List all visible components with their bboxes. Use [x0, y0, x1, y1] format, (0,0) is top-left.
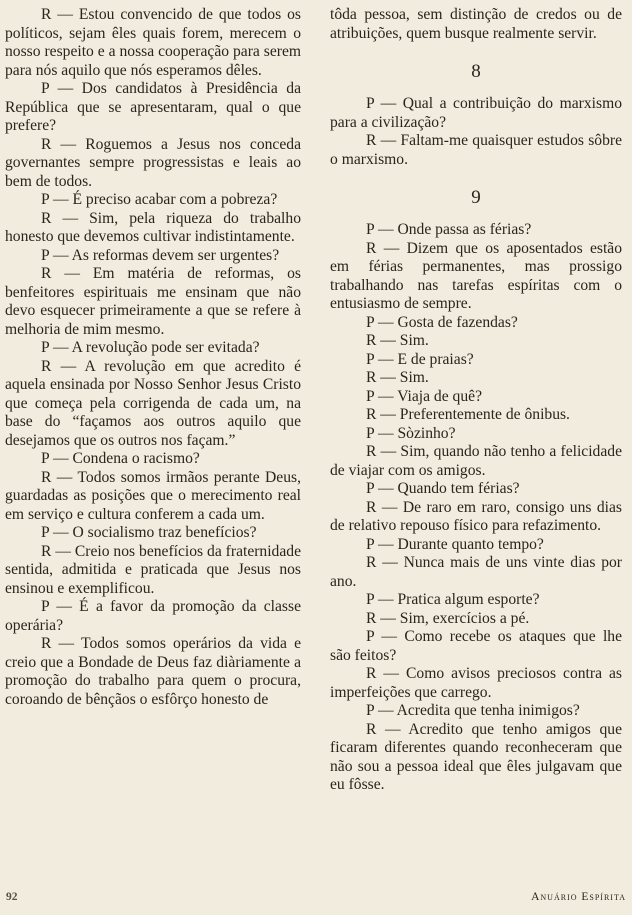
- paragraph: P — A revolução pode ser evitada?: [41, 339, 260, 356]
- paragraph: R — A revolução em que acredito é aquela ensinada por Nosso Senhor Jesus Cristo que começa pela corrigenda de cada um, na base do “façamos aos outros aquilo que desejamos que os outros nos façam.”: [5, 357, 301, 449]
- paragraph: P — Viaja de quê?: [366, 387, 482, 405]
- left-column: [5, 6, 301, 709]
- paragraph: R — Todos somos operários da vida e creio que a Bondade de Deus faz diàriamente a promoção do trabalho para quem o procura, coroando de bênçãos o esfôrço honesto de: [5, 635, 301, 708]
- paragraph: R — De raro em raro, consigo uns dias de relativo repouso físico para refazimento.: [330, 498, 622, 534]
- paragraph: P — Durante quanto tempo?: [366, 535, 544, 553]
- paragraph: P — Como recebe os ataques que lhe são feitos?: [330, 628, 622, 664]
- paragraph: R — Faltam-me quaisquer estudos sôbre o marxismo.: [330, 132, 622, 168]
- section-number-9: 9: [471, 187, 481, 208]
- section-number-8: 8: [471, 61, 481, 82]
- paragraph: P — Onde passa as férias?: [366, 221, 532, 238]
- running-title: Anuário Espírita: [531, 891, 626, 903]
- paragraph: R — Sim, quando não tenho a felicidade de viajar com os amigos.: [330, 443, 622, 479]
- paragraph: R — Sim, pela riqueza do trabalho honesto que devemos cultivar indistintamente.: [5, 209, 301, 245]
- paragraph: P — É preciso acabar com a pobreza?: [41, 191, 278, 208]
- right-column: [330, 6, 622, 795]
- paragraph: P — Acredita que tenha inimigos?: [366, 702, 580, 719]
- paragraph: R — Preferentemente de ônibus.: [366, 406, 570, 423]
- paragraph: P — As reformas devem ser urgentes?: [41, 246, 280, 264]
- paragraph: R — Dizem que os aposentados estão em férias permanentes, mas prossigo trabalhando nas tarefas espíritas com o entusiasmo de sempre.: [330, 239, 622, 312]
- paragraph: P — E de praias?: [366, 350, 474, 368]
- paragraph: P — Condena o racismo?: [41, 450, 200, 467]
- paragraph: R — Em matéria de reformas, os benfeitores espirituais me ensinam que não devo esquecer primeiramente a que se refere à melhoria de mim mesmo.: [5, 265, 301, 338]
- paragraph: P — Sòzinho?: [366, 424, 456, 442]
- paragraph: R — Sim.: [366, 369, 429, 386]
- paragraph: P — Pratica algum esporte?: [366, 591, 540, 608]
- paragraph: R — Acredito que tenho amigos que ficaram diferentes quando reconheceram que não sou a pessoa ideal que êles julgavam que eu fôsse.: [330, 720, 622, 793]
- paragraph: P — Qual a contribuição do marxismo para a civilização?: [330, 95, 622, 131]
- paragraph: R — Sim.: [366, 332, 429, 349]
- paragraph: P — Gosta de fazendas?: [366, 313, 518, 331]
- paragraph: R — Todos somos irmãos perante Deus, guardadas as posições que o merecimento real em serviço e cultura conferem a cada um.: [5, 468, 301, 523]
- paragraph: P — É a favor da promoção da classe operária?: [5, 598, 301, 634]
- paragraph: R — Creio nos benefícios da fraternidade sentida, admitida e praticada que Jesus nos ensinou e exemplificou.: [5, 542, 301, 597]
- continuation-paragraph: tôda pessoa, sem distinção de credos ou de atribuições, quem busque realmente servir.: [330, 6, 622, 42]
- paragraph: R — Nunca mais de uns vinte dias por ano.: [330, 554, 622, 590]
- paragraph: P — Dos candidatos à Presidência da República que se apresentaram, qual o que prefere?: [5, 80, 301, 134]
- page-footer: [0, 891, 632, 907]
- paragraph: R — Como avisos preciosos contra as imperfeições que carrego.: [330, 665, 622, 701]
- paragraph: R — Sim, exercícios a pé.: [366, 609, 530, 627]
- paragraph: P — O socialismo traz benefícios?: [41, 524, 257, 541]
- page-number: 92: [6, 891, 18, 903]
- paragraph: P — Quando tem férias?: [366, 480, 520, 497]
- paragraph: R — Estou convencido de que todos os políticos, sejam êles quais forem, merecem o nosso respeito e a nossa cooperação para serem para nós aquilo que nós esperamos dêles.: [5, 6, 301, 79]
- paragraph: R — Roguemos a Jesus nos conceda governantes sempre progressistas e leais ao bem de todos.: [5, 135, 301, 190]
